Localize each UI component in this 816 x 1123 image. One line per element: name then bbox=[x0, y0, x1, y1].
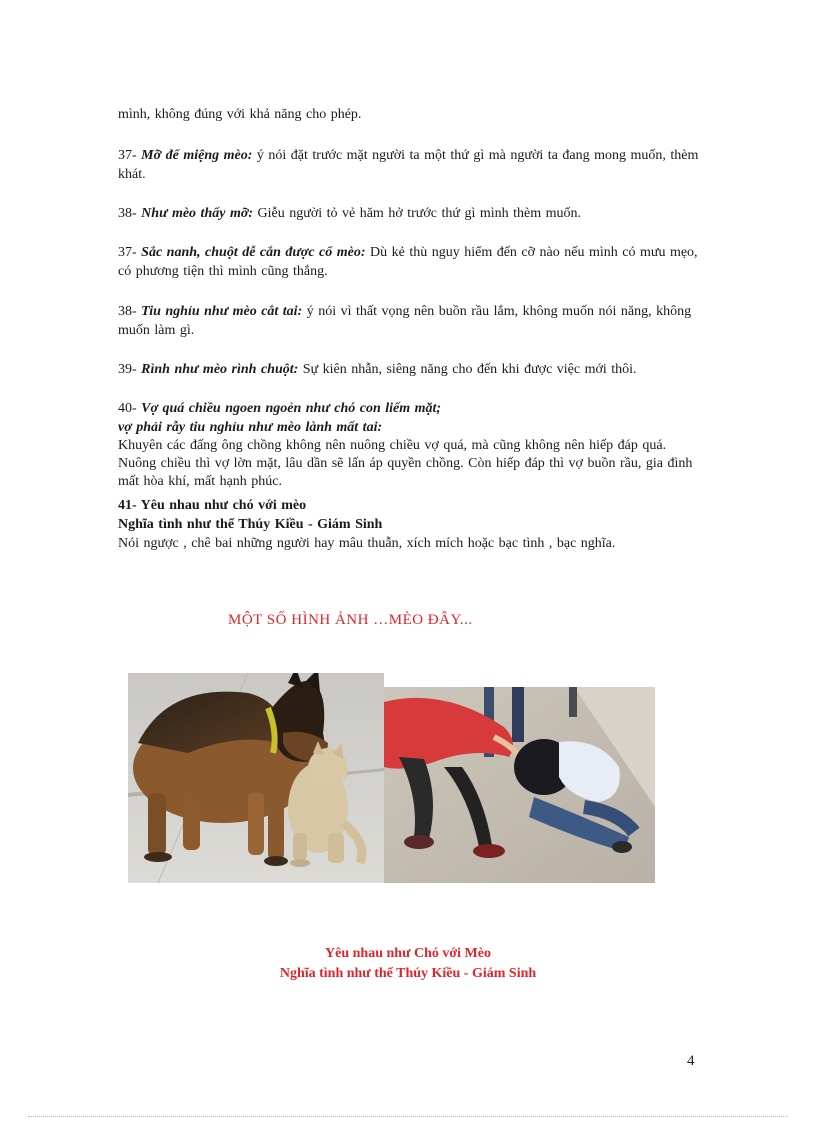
proverb-number: 37- bbox=[118, 245, 137, 260]
caption-line2: Nghĩa tình như thể Thúy Kiều - Giám Sinh bbox=[279, 966, 537, 981]
proverb-meaning: ý nói vì thất vọng nên buồn rầu lắm, không muốn nói năng, không muốn làm gì. bbox=[118, 304, 692, 338]
proverb-meaning: Sự kiên nhẫn, siêng năng cho đến khi được việc mới thôi. bbox=[298, 362, 637, 377]
proverb-number: 37- bbox=[118, 148, 137, 163]
photo-caption bbox=[200, 944, 616, 984]
proverb-term-line1: Vợ quá chiều ngoen ngoẻn như chó con liếm mặt; bbox=[141, 401, 442, 416]
proverb-item bbox=[118, 243, 700, 281]
proverb-title-line2: Nghĩa tình như thể Thúy Kiều - Giám Sinh bbox=[118, 517, 383, 532]
proverb-term-line2: vợ phải rẫy tiu nghỉu như mèo lành mất tai: bbox=[118, 420, 383, 435]
dog-and-cat-photo bbox=[128, 673, 384, 883]
continuation-text: mình, không đúng với khả năng cho phép. bbox=[118, 107, 362, 122]
page-bottom-border bbox=[28, 1116, 788, 1117]
paragraph-continuation bbox=[118, 105, 700, 124]
proverb-item bbox=[118, 204, 700, 223]
proverb-term: Mỡ để miệng mèo: bbox=[141, 148, 253, 163]
proverb-meaning: ý nói đặt trước mặt người ta một thứ gì mà người ta đang mong muốn, thèm khát. bbox=[118, 148, 699, 182]
proverb-number: 38- bbox=[118, 304, 137, 319]
proverb-item bbox=[118, 146, 700, 184]
page-number: 4 bbox=[687, 1053, 695, 1069]
caption-line1: Yêu nhau như Chó với Mèo bbox=[325, 946, 491, 961]
proverb-meaning: Khuyên các đấng ông chồng không nên nuông chiều vợ quá, mà cũng không nên hiếp đáp quá. Nuông chiều thì vợ lờn mặt, lâu dần sẽ lấn áp quyền chồng. Còn hiếp đáp thì vợ buồn rầu, gia đình mất hòa khí, mất hạnh phúc. bbox=[118, 438, 693, 489]
proverb-term: Sắc nanh, chuột dễ cắn được cổ mèo: bbox=[141, 245, 366, 260]
proverb-meaning: Dù kẻ thù nguy hiểm đến cỡ nào nếu mình có mưu mẹo, có phương tiện thì mình cũng thắng. bbox=[118, 245, 698, 279]
proverb-number: 40- bbox=[118, 401, 137, 416]
section-heading: MỘT SỐ HÌNH ẢNH …MÈO ĐÂY... bbox=[228, 612, 473, 628]
proverb-item bbox=[118, 360, 700, 379]
proverb-number: 39- bbox=[118, 362, 137, 377]
proverb-meaning: Nói ngược , chê bai những người hay mâu thuẫn, xích mích hoặc bạc tình , bạc nghĩa. bbox=[118, 536, 616, 551]
proverb-term: Tiu nghỉu như mèo cắt tai: bbox=[141, 304, 303, 319]
proverb-item bbox=[118, 302, 700, 340]
proverb-title-line1: 41- Yêu nhau như chó với mèo bbox=[118, 498, 307, 513]
proverb-term: Như mèo thấy mỡ: bbox=[141, 206, 254, 221]
proverb-meaning: Giễu người tỏ vẻ hăm hở trước thứ gì mình thèm muốn. bbox=[253, 206, 582, 221]
proverb-item-40 bbox=[118, 399, 700, 491]
proverb-item-41 bbox=[118, 496, 700, 553]
proverb-number: 38- bbox=[118, 206, 137, 221]
proverb-term: Rình như mèo rình chuột: bbox=[141, 362, 299, 377]
people-photo bbox=[384, 687, 655, 883]
